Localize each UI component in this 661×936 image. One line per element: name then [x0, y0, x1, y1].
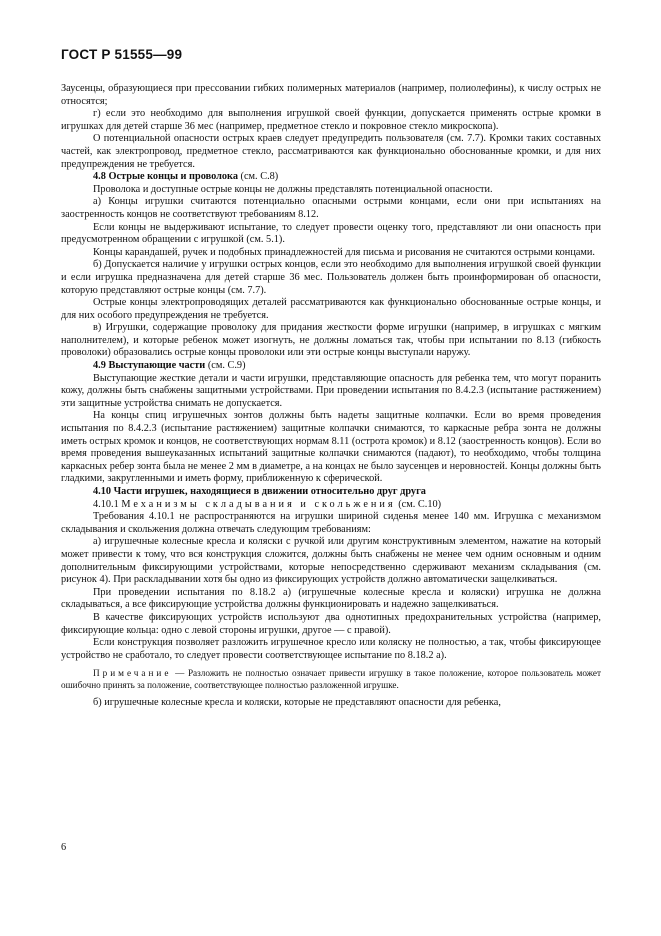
- section-heading-4-10: [61, 486, 601, 499]
- paragraph: г) если это необходимо для выполнения игрушкой своей функции, допускается применять острые кромки в игрушках для детей старше 36 мес (например, предметное стекло и покровное стекло микроскопа).: [61, 108, 601, 132]
- paragraph: а) Концы игрушки считаются потенциально опасными острыми концами, если они при испытаниях на заостренность концов не соответствуют требованиям 8.12.: [61, 196, 601, 220]
- paragraph: На концы спиц игрушечных зонтов должны быть надеты защитные колпачки. Если во время проведения испытания по 8.4.2.3 (испытание растяжением) защитные колпачки снимаются, то каркасные ребра зонта не должны иметь острых кромок и концов, не соответствующих нормам 8.11 (острота кромок) и 8.12 (заостренность концов). Если во время проведения вышеуказанных испытаний защитные колпачки снимаются (падают), то необходимо, чтобы толщина каркасных ребер зонта была не менее 2 мм в диаметре, а на концах не было заусенцев и неровностей. Концы должны быть гладкими, закругленными и иметь форму, приближенную к сферической.: [61, 410, 601, 485]
- paragraph: Требования 4.10.1 не распространяются на игрушки шириной сиденья менее 140 мм. Игрушка с механизмом складывания и скольжения должна отвечать следующим требованиям:: [61, 511, 601, 535]
- section-title: Части игрушек, находящиеся в движении относительно друг друга: [113, 486, 426, 497]
- section-number: 4.8: [93, 171, 106, 183]
- section-title: Выступающие части: [108, 360, 206, 372]
- paragraph: О потенциальной опасности острых краев следует предупредить пользователя (см. 7.7). Кромки таких составных частей, как электропровод, предметное стекло, рассматриваются как функционально обоснованные кромки, и для них предупреждения не требуется.: [61, 133, 601, 170]
- paragraph: Если конструкция позволяет разложить игрушечное кресло или коляску не полностью, а так, чтобы фиксирующее устройство не сработало, то следует провести соответствующее испытание по 8.18.2 а).: [61, 637, 601, 661]
- paragraph: Выступающие жесткие детали и части игрушки, представляющие опасность для ребенка тем, что могут поранить кожу, должны быть снабжены защитными устройствами. При проведении испытания по 8.4.2.3 (испытание растяжением) эти защитные устройства снимать не допускается.: [61, 372, 601, 409]
- note-label: Примечание: [93, 668, 172, 679]
- section-heading-4-8: [61, 171, 601, 184]
- note: [61, 668, 601, 691]
- paragraph: Концы карандашей, ручек и подобных принадлежностей для письма и рисования не считаются острыми концами.: [93, 246, 596, 258]
- standard-header: ГОСТ Р 51555—99: [61, 47, 183, 62]
- subsection-ref: (см. С.10): [398, 498, 442, 510]
- paragraph: в) Игрушки, содержащие проволоку для придания жесткости форме игрушки (например, в игрушках с мягким наполнителем), и которые ребенок может изогнуть, не должны ломаться так, чтобы при испытании по 8.13 (гибкость проволоки) образовались острые концы проволоки или эти острые концы выступали наружу.: [61, 322, 601, 359]
- paragraph: б) Допускается наличие у игрушки острых концов, если это необходимо для выполнения игрушкой своей функции и если игрушка предназначена для детей старше 36 мес. Пользователь должен быть проинформирован об опасности, которую представляют острые концы (см. 7.7).: [61, 259, 601, 296]
- paragraph: Заусенцы, образующиеся при прессовании гибких полимерных материалов (например, полиолефины), к числу острых не относятся;: [61, 83, 601, 107]
- section-ref: (см. С.9): [207, 360, 246, 372]
- subsection-title: Механизмы складывания и скольжения: [121, 498, 396, 510]
- section-title: Острые концы и проволока: [108, 171, 238, 183]
- paragraph: При проведении испытания по 8.18.2 а) (игрушечные колесные кресла и коляски) игрушка не должна складываться, а все фиксирующие устройства должны функционировать и надежно защелкиваться.: [61, 586, 601, 611]
- paragraph: В качестве фиксирующих устройств используют два однотипных предохранительных устройства (например, фиксирующие кольца: одно с левой стороны игрушки, другое — с правой).: [61, 611, 601, 636]
- section-number: 4.9: [93, 360, 106, 372]
- section-heading-4-9: [61, 360, 601, 373]
- paragraph: а) игрушечные колесные кресла и коляски с ручкой или другим конструктивным элементом, нажатие на который может привести к тому, что вся конструкция сложится, должны быть снабжены не менее чем одним основным и одним дополнительным фиксирующими устройствами, которые непосредственно сдерживают механизм складывания (см. рисунок 4). При раскладывании хотя бы одно из фиксирующих устройств должно автоматически защелкиваться.: [61, 536, 601, 586]
- section-ref: (см. С.8): [240, 171, 279, 183]
- section-number: 4.10: [93, 486, 112, 497]
- page-number: 6: [61, 842, 67, 853]
- subsection-number: 4.10.1: [93, 498, 119, 510]
- paragraph: Острые концы электропроводящих деталей рассматриваются как функционально обоснованные острые концы, и для них особого предупреждения не требуется.: [61, 297, 601, 321]
- paragraph: Проволока и доступные острые концы не должны представлять потенциальной опасности.: [93, 183, 493, 195]
- note-text: — Разложить не полностью означает привести игрушку в такое положение, которое пользователь может ошибочно принять за положение, соответствующее полностью разложенной игрушке.: [61, 668, 602, 690]
- document-body: [61, 83, 601, 710]
- paragraph: б) игрушечные колесные кресла и коляски, которые не представляют опасности для ребенка,: [93, 697, 501, 709]
- subsection-heading-4-10-1: [61, 499, 601, 512]
- paragraph: Если концы не выдерживают испытание, то следует провести оценку того, представляют ли они опасность при предусмотренном обращении с игрушкой (см. 5.1).: [61, 221, 601, 246]
